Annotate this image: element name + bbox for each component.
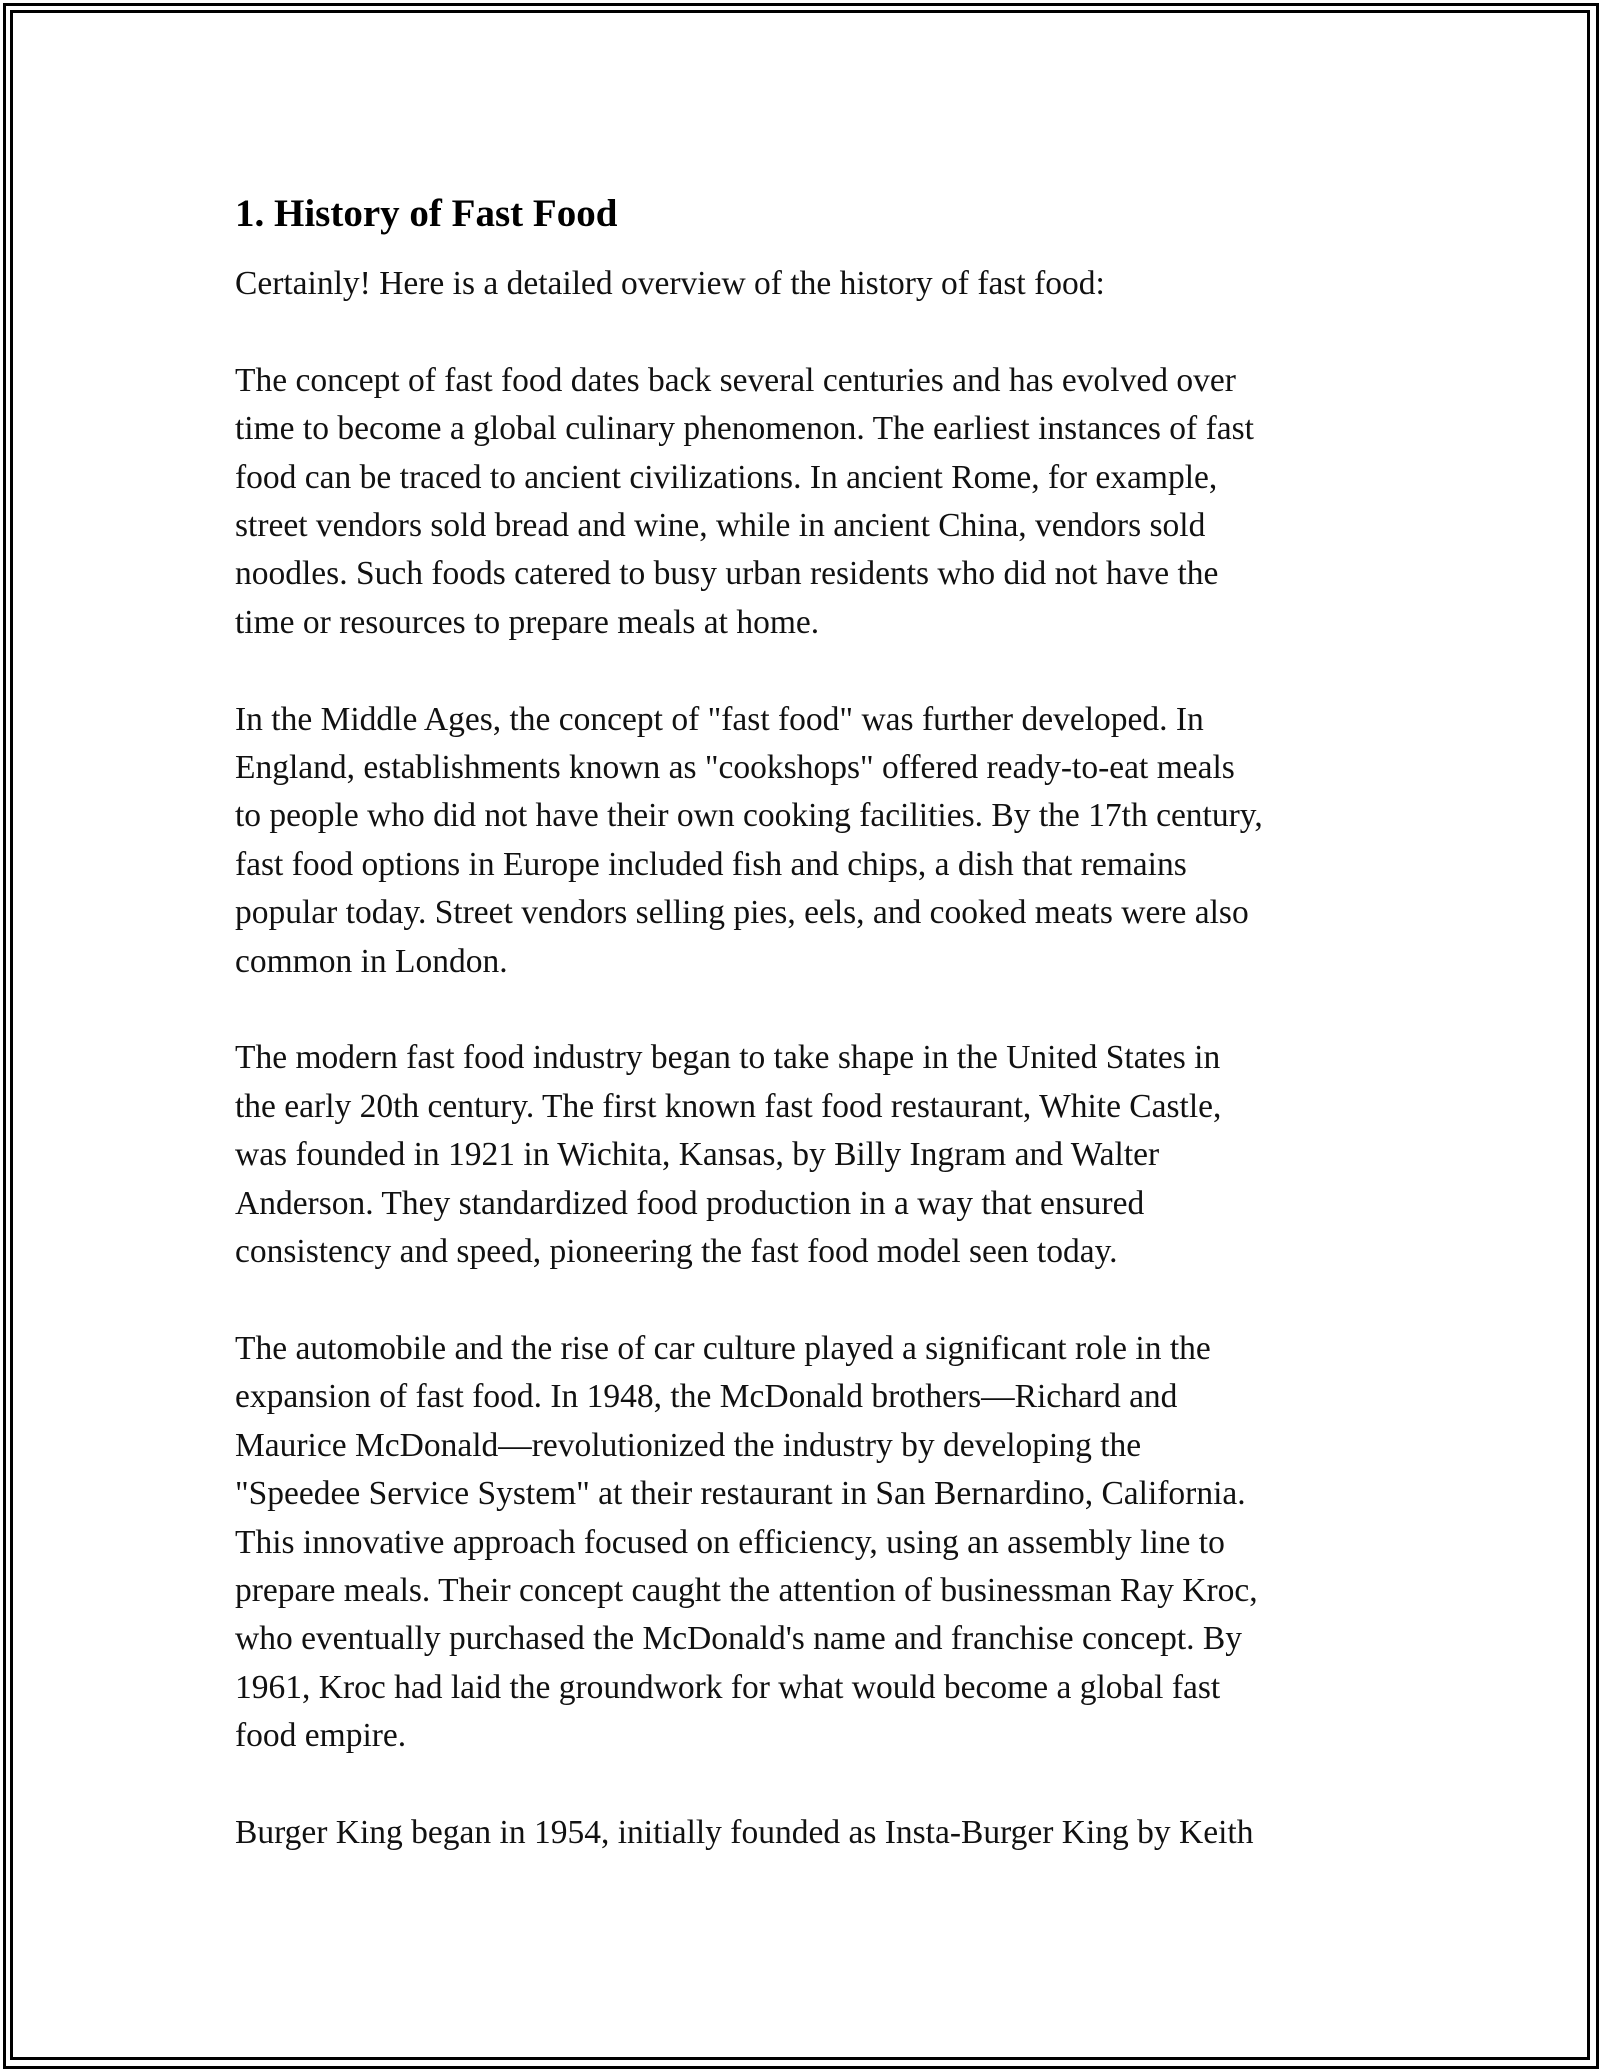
paragraph-burger-king (235, 1809, 1375, 1857)
text-line: Certainly! Here is a detailed overview of the history of fast food: (235, 265, 1105, 302)
paragraph-middle-ages (235, 696, 1375, 986)
text-line: food can be traced to ancient civilizations. In ancient Rome, for example, (235, 458, 1218, 496)
paragraph-modern-industry (235, 1034, 1375, 1276)
paragraph-intro (235, 260, 1375, 308)
section-heading: 1. History of Fast Food (235, 192, 618, 235)
text-line: In the Middle Ages, the concept of "fast food" was further developed. In (235, 700, 1204, 738)
text-line: was founded in 1921 in Wichita, Kansas, by Billy Ingram and Walter (235, 1136, 1160, 1174)
text-line: street vendors sold bread and wine, while in ancient China, vendors sold (235, 507, 1206, 545)
text-line: the early 20th century. The first known fast food restaurant, White Castle, (235, 1087, 1222, 1125)
text-line: who eventually purchased the McDonald's name and franchise concept. By (235, 1620, 1242, 1658)
text-line: food empire. (235, 1717, 407, 1755)
text-line: to people who did not have their own cooking facilities. By the 17th century, (235, 797, 1263, 835)
text-line: The automobile and the rise of car culture played a significant role in the (235, 1329, 1211, 1367)
text-line: This innovative approach focused on efficiency, using an assembly line to (235, 1523, 1225, 1561)
text-line: fast food options in Europe included fish and chips, a dish that remains (235, 845, 1187, 883)
text-line: noodles. Such foods catered to busy urban residents who did not have the (235, 555, 1219, 593)
text-line: Anderson. They standardized food production in a way that ensured (235, 1184, 1145, 1222)
paragraph-car-culture (235, 1325, 1375, 1761)
document-body (235, 186, 1375, 1906)
text-line: Maurice McDonald—revolutionized the industry by developing the (235, 1426, 1142, 1464)
text-line: England, establishments known as "cookshops" offered ready-to-eat meals (235, 749, 1235, 787)
paragraph-ancient-origins (235, 357, 1375, 647)
text-line: popular today. Street vendors selling pies, eels, and cooked meats were also (235, 894, 1249, 932)
text-line: time or resources to prepare meals at home. (235, 603, 820, 641)
text-line: Burger King began in 1954, initially founded as Insta-Burger King by Keith (235, 1813, 1254, 1851)
text-line: expansion of fast food. In 1948, the McDonald brothers—Richard and (235, 1378, 1178, 1416)
text-line: "Speedee Service System" at their restaurant in San Bernardino, California. (235, 1475, 1246, 1513)
text-line: time to become a global culinary phenomenon. The earliest instances of fast (235, 410, 1254, 448)
text-line: The concept of fast food dates back several centuries and has evolved over (235, 361, 1236, 399)
text-line: common in London. (235, 942, 508, 980)
text-line: prepare meals. Their concept caught the attention of businessman Ray Kroc, (235, 1571, 1258, 1609)
text-line: consistency and speed, pioneering the fast food model seen today. (235, 1233, 1118, 1271)
text-line: 1961, Kroc had laid the groundwork for what would become a global fast (235, 1668, 1221, 1706)
text-line: The modern fast food industry began to take shape in the United States in (235, 1039, 1221, 1077)
